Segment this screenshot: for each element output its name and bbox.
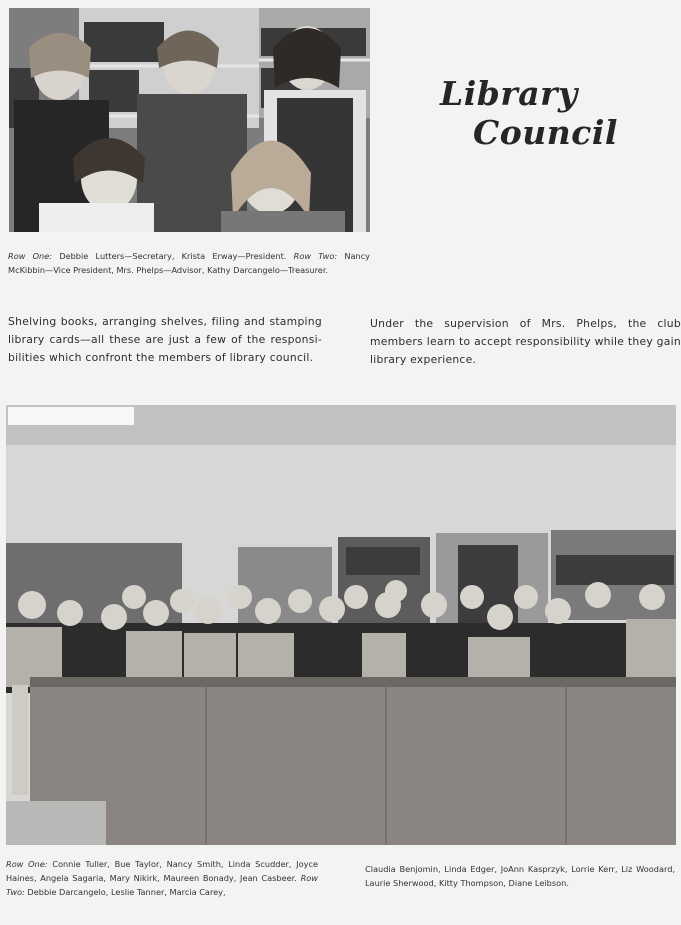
members-caption-right: Claudia Benjomin, Linda Edger, JoAnn Kasprzyk, Lorrie Kerr, Liz Woodard, Laurie Sherwood, Kitty Thompson, Diane Leibson. [365,864,675,888]
body-paragraph-left: Shelving books, arranging shelves, filing and stamping library cards—all these are just a few of the responsi-bilities which confront the members of library council. [8,315,322,364]
page-title-line2: Council [473,113,618,152]
row-two-label: Row Two: [293,251,338,261]
members-row-one-label: Row One: [6,859,48,869]
members-row-two-label: Row Two: [6,873,318,897]
row-one-label: Row One: [8,251,53,261]
members-photo-graphic [6,405,676,845]
page-title-line1: Library [440,74,578,113]
members-photo [6,405,676,845]
row-one-names: Debbie Lutters—Secretary, Krista Erway—President. [52,251,294,261]
row-two-names: Nancy McKibbin—Vice President, Mrs. Phelps—Advisor, Kathy Darcangelo—Treasurer. [8,251,370,275]
officers-photo [9,8,370,232]
members-row-one-names: Connie Tuller, Bue Taylor, Nancy Smith, Linda Scudder, Joyce Haines, Angela Sagaria, Mary Nikirk, Maureen Bonady, Jean Casbeer. [6,859,318,883]
officers-caption [8,249,370,277]
members-row-two-names: Debbie Darcangelo, Leslie Tanner, Marcia Carey, [24,887,226,897]
officers-photo-graphic [9,8,370,232]
body-paragraph-right: Under the supervision of Mrs. Phelps, the club members learn to accept responsibility while they gain library experience. [370,317,681,366]
members-caption-left [6,857,318,899]
